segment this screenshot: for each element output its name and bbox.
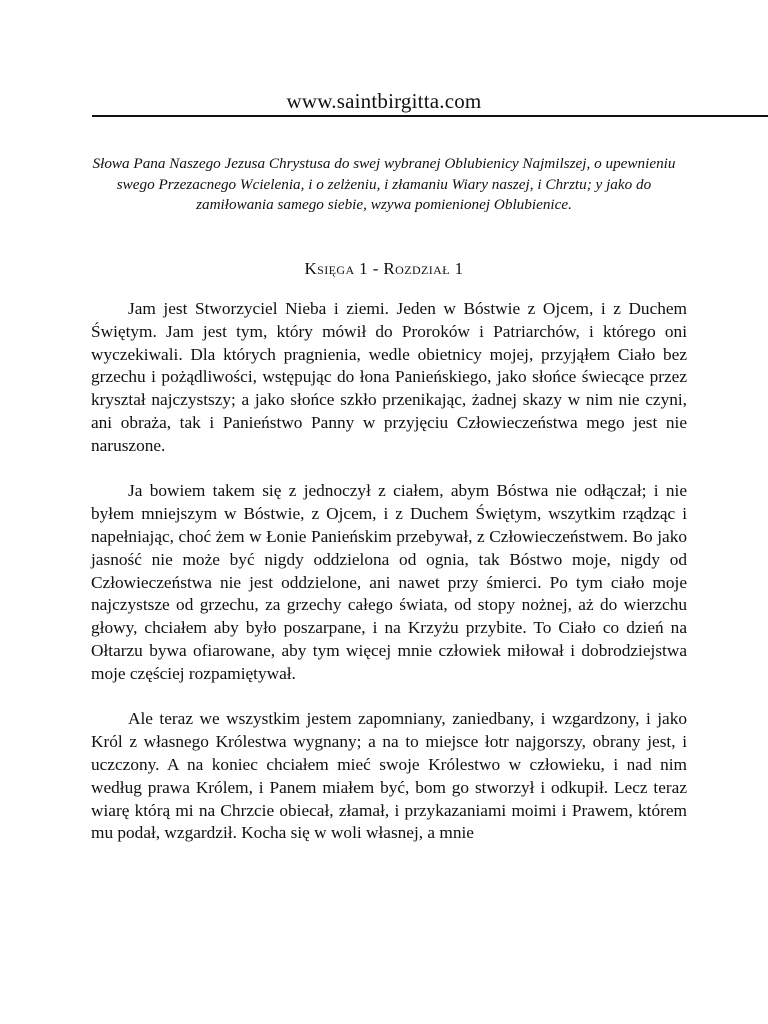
site-url-header: www.saintbirgitta.com (286, 89, 482, 113)
body-text (91, 298, 687, 868)
paragraph-2: Ja bowiem takem się z jednoczył z ciałem, abym Bóstwa nie odłączał; i nie byłem mniejszym w Bóstwie, z Ojcem, i z Duchem Świętym, wszytkim rządząc i napełniając, choć żem w Łonie Panieńskim przebywał, z Człowieczeństwem. Bo jako jasność nie może być nigdy oddzielona od ognia, tak Bóstwo moje, nigdy od Człowieczeństwa nie jest oddzielone, ani nawet przy śmierci. Po tym ciało moje najczystsze od grzechu, za grzechy całego świata, od stopy nożnej, aż do wierzchu głowy, chciałem aby było poszarpane, i na Krzyżu przybite. To Ciało co dzień na Ołtarzu bywa ofiarowane, aby tym więcej mnie człowiek miłował i dobrodziejstwa moje częściej rozpamiętywał. (91, 481, 687, 683)
paragraph-1: Jam jest Stworzyciel Nieba i ziemi. Jeden w Bóstwie z Ojcem, i z Duchem Świętym. Jam jest tym, który mówił do Proroków i Patriarchów, i którego oni wyczekiwali. Dla których pragnienia, wedle obietnicy mojej, przyjąłem Ciało bez grzechu i pożądliwości, wstępując do łona Panieńskiego, jako słońce świecące przez kryształ najczystszy; a jako słońce szkło przenikając, żadnej skazy w nim nie czyni, ani obraża, tak i Panieństwo Panny w przyjęciu Człowieczeństwa mego jest nie naruszone. (91, 299, 687, 455)
chapter-heading: Księga 1 - Rozdział 1 (304, 259, 464, 278)
chapter-subtitle: Słowa Pana Naszego Jezusa Chrystusa do swej wybranej Oblubienicy Najmilszej, o upewnieniu swego Przezacnego Wcielenia, i o zelżeniu, i złamaniu Wiary naszej, i Chrztu; y jako do zamiłowania samego siebie, wzywa pomienionej Oblubienice. (92, 155, 676, 213)
paragraph-3: Ale teraz we wszystkim jestem zapomniany, zaniedbany, i wzgardzony, i jako Król z własnego Królestwa wygnany; a na to miejsce łotr najgorszy, obrany jest, i uczczony. A na koniec chciałem mieć swoje Królestwo w człowieku, i nad nim według prawa Królem, i Panem miałem być, bom go stworzył i odkupił. Lecz teraz wiarę którą mi na Chrzcie obiecał, złamał, i przykazaniami moimi i Prawem, którem mu podał, wzgardził. Kocha się w woli własnej, a mnie (91, 709, 687, 843)
header-divider (92, 115, 768, 117)
